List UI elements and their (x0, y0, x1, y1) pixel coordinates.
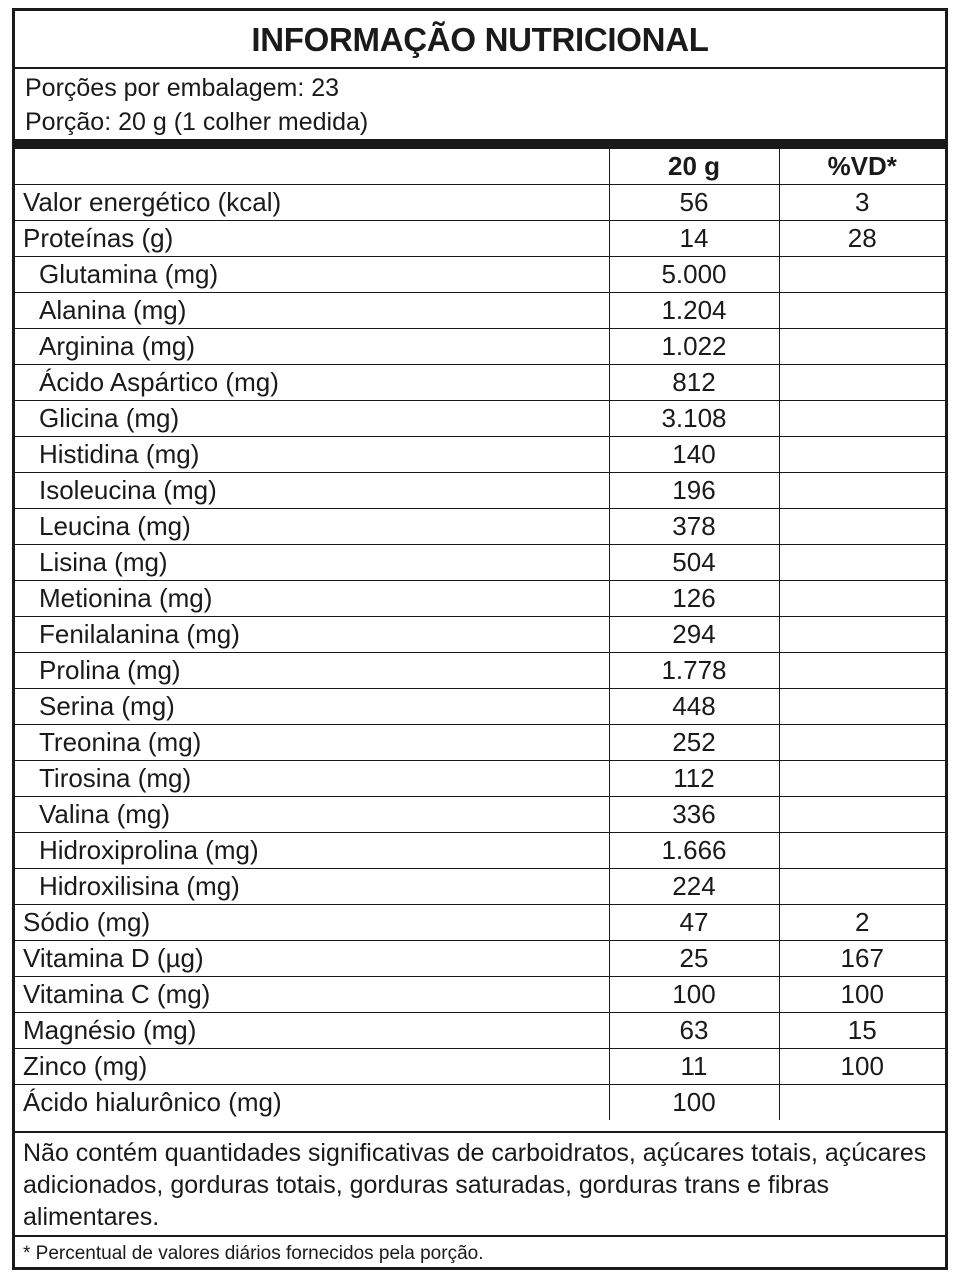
table-row (15, 1085, 945, 1121)
nutrient-dv (779, 365, 945, 401)
table-row (15, 221, 945, 257)
table-header-row (15, 149, 945, 185)
nutrient-dv (779, 1085, 945, 1121)
nutrient-name: Leucina (mg) (15, 509, 609, 545)
table-row (15, 761, 945, 797)
nutrient-amount: 11 (609, 1049, 779, 1085)
nutrient-name: Fenilalanina (mg) (15, 617, 609, 653)
nutrient-dv (779, 401, 945, 437)
table-row (15, 833, 945, 869)
nutrient-dv (779, 509, 945, 545)
column-header-amount: 20 g (609, 149, 779, 185)
nutrition-facts-label (12, 8, 948, 1270)
nutrient-amount: 378 (609, 509, 779, 545)
nutrient-amount: 63 (609, 1013, 779, 1049)
nutrient-dv: 167 (779, 941, 945, 977)
table-row (15, 401, 945, 437)
nutrient-name: Ácido hialurônico (mg) (15, 1085, 609, 1121)
nutrient-amount: 448 (609, 689, 779, 725)
nutrient-dv (779, 689, 945, 725)
table-row (15, 689, 945, 725)
nutrient-dv (779, 257, 945, 293)
nutrient-amount: 294 (609, 617, 779, 653)
nutrient-amount: 112 (609, 761, 779, 797)
nutrient-dv (779, 725, 945, 761)
table-row (15, 1013, 945, 1049)
nutrient-name: Prolina (mg) (15, 653, 609, 689)
nutrient-dv (779, 545, 945, 581)
nutrient-name: Serina (mg) (15, 689, 609, 725)
table-row (15, 293, 945, 329)
nutrient-name: Magnésio (mg) (15, 1013, 609, 1049)
nutrient-amount: 196 (609, 473, 779, 509)
nutrient-amount: 126 (609, 581, 779, 617)
nutrient-dv (779, 581, 945, 617)
nutrient-amount: 3.108 (609, 401, 779, 437)
dv-footnote: * Percentual de valores diários fornecidos pela porção. (15, 1235, 945, 1267)
table-row (15, 1049, 945, 1085)
column-header-nutrient (15, 149, 609, 185)
nutrient-amount: 56 (609, 185, 779, 221)
table-row (15, 617, 945, 653)
nutrient-dv: 2 (779, 905, 945, 941)
nutrient-name: Hidroxilisina (mg) (15, 869, 609, 905)
table-row (15, 365, 945, 401)
table-row (15, 509, 945, 545)
nutrient-dv (779, 761, 945, 797)
table-row (15, 653, 945, 689)
servings-per-package: Porções por embalagem: 23 (25, 74, 340, 102)
thick-divider (15, 139, 945, 149)
nutrient-amount: 1.666 (609, 833, 779, 869)
nutrient-amount: 14 (609, 221, 779, 257)
table-row (15, 797, 945, 833)
nutrient-name: Histidina (mg) (15, 437, 609, 473)
nutrient-amount: 140 (609, 437, 779, 473)
nutrient-amount: 47 (609, 905, 779, 941)
table-row (15, 257, 945, 293)
nutrient-amount: 224 (609, 869, 779, 905)
nutrient-dv: 28 (779, 221, 945, 257)
nutrient-amount: 252 (609, 725, 779, 761)
nutrient-dv: 3 (779, 185, 945, 221)
nutrient-name: Arginina (mg) (15, 329, 609, 365)
table-row (15, 941, 945, 977)
table-row (15, 329, 945, 365)
nutrient-name: Tirosina (mg) (15, 761, 609, 797)
nutrient-name: Valor energético (kcal) (15, 185, 609, 221)
table-row (15, 185, 945, 221)
nutrient-amount: 336 (609, 797, 779, 833)
nutrient-amount: 1.778 (609, 653, 779, 689)
nutrient-amount: 25 (609, 941, 779, 977)
serving-size: Porção: 20 g (1 colher medida) (25, 108, 369, 136)
nutrient-name: Sódio (mg) (15, 905, 609, 941)
nutrient-amount: 812 (609, 365, 779, 401)
nutrient-amount: 1.022 (609, 329, 779, 365)
nutrient-name: Treonina (mg) (15, 725, 609, 761)
nutrition-table (15, 149, 945, 1120)
nutrient-name: Metionina (mg) (15, 581, 609, 617)
nutrient-dv (779, 653, 945, 689)
nutrient-amount: 504 (609, 545, 779, 581)
table-row (15, 905, 945, 941)
nutrient-name: Isoleucina (mg) (15, 473, 609, 509)
nutrient-dv (779, 473, 945, 509)
nutrient-name: Vitamina D (µg) (15, 941, 609, 977)
nutrient-name: Glicina (mg) (15, 401, 609, 437)
table-row (15, 545, 945, 581)
label-title: INFORMAÇÃO NUTRICIONAL (15, 11, 945, 69)
nutrient-amount: 1.204 (609, 293, 779, 329)
nutrient-dv (779, 833, 945, 869)
table-row (15, 977, 945, 1013)
nutrient-amount: 100 (609, 977, 779, 1013)
nutrient-name: Zinco (mg) (15, 1049, 609, 1085)
table-row (15, 437, 945, 473)
nutrient-name: Valina (mg) (15, 797, 609, 833)
nutrient-dv: 100 (779, 1049, 945, 1085)
nutrient-name: Ácido Aspártico (mg) (15, 365, 609, 401)
nutrient-dv (779, 617, 945, 653)
nutrients-note: Não contém quantidades significativas de carboidratos, açúcares totais, açúcares adicionados, gorduras totais, gorduras saturadas, gorduras trans e fibras alimentares. (15, 1131, 945, 1235)
nutrient-name: Vitamina C (mg) (15, 977, 609, 1013)
nutrient-dv (779, 437, 945, 473)
nutrient-dv (779, 869, 945, 905)
table-row (15, 581, 945, 617)
column-header-dv: %VD* (779, 149, 945, 185)
table-row (15, 473, 945, 509)
table-row (15, 869, 945, 905)
nutrient-name: Lisina (mg) (15, 545, 609, 581)
nutrient-name: Alanina (mg) (15, 293, 609, 329)
nutrient-name: Glutamina (mg) (15, 257, 609, 293)
nutrient-dv: 15 (779, 1013, 945, 1049)
table-row (15, 725, 945, 761)
nutrient-amount: 5.000 (609, 257, 779, 293)
nutrient-dv (779, 329, 945, 365)
nutrient-name: Hidroxiprolina (mg) (15, 833, 609, 869)
nutrient-dv: 100 (779, 977, 945, 1013)
nutrient-dv (779, 293, 945, 329)
nutrient-amount: 100 (609, 1085, 779, 1121)
nutrient-name: Proteínas (g) (15, 221, 609, 257)
nutrient-dv (779, 797, 945, 833)
